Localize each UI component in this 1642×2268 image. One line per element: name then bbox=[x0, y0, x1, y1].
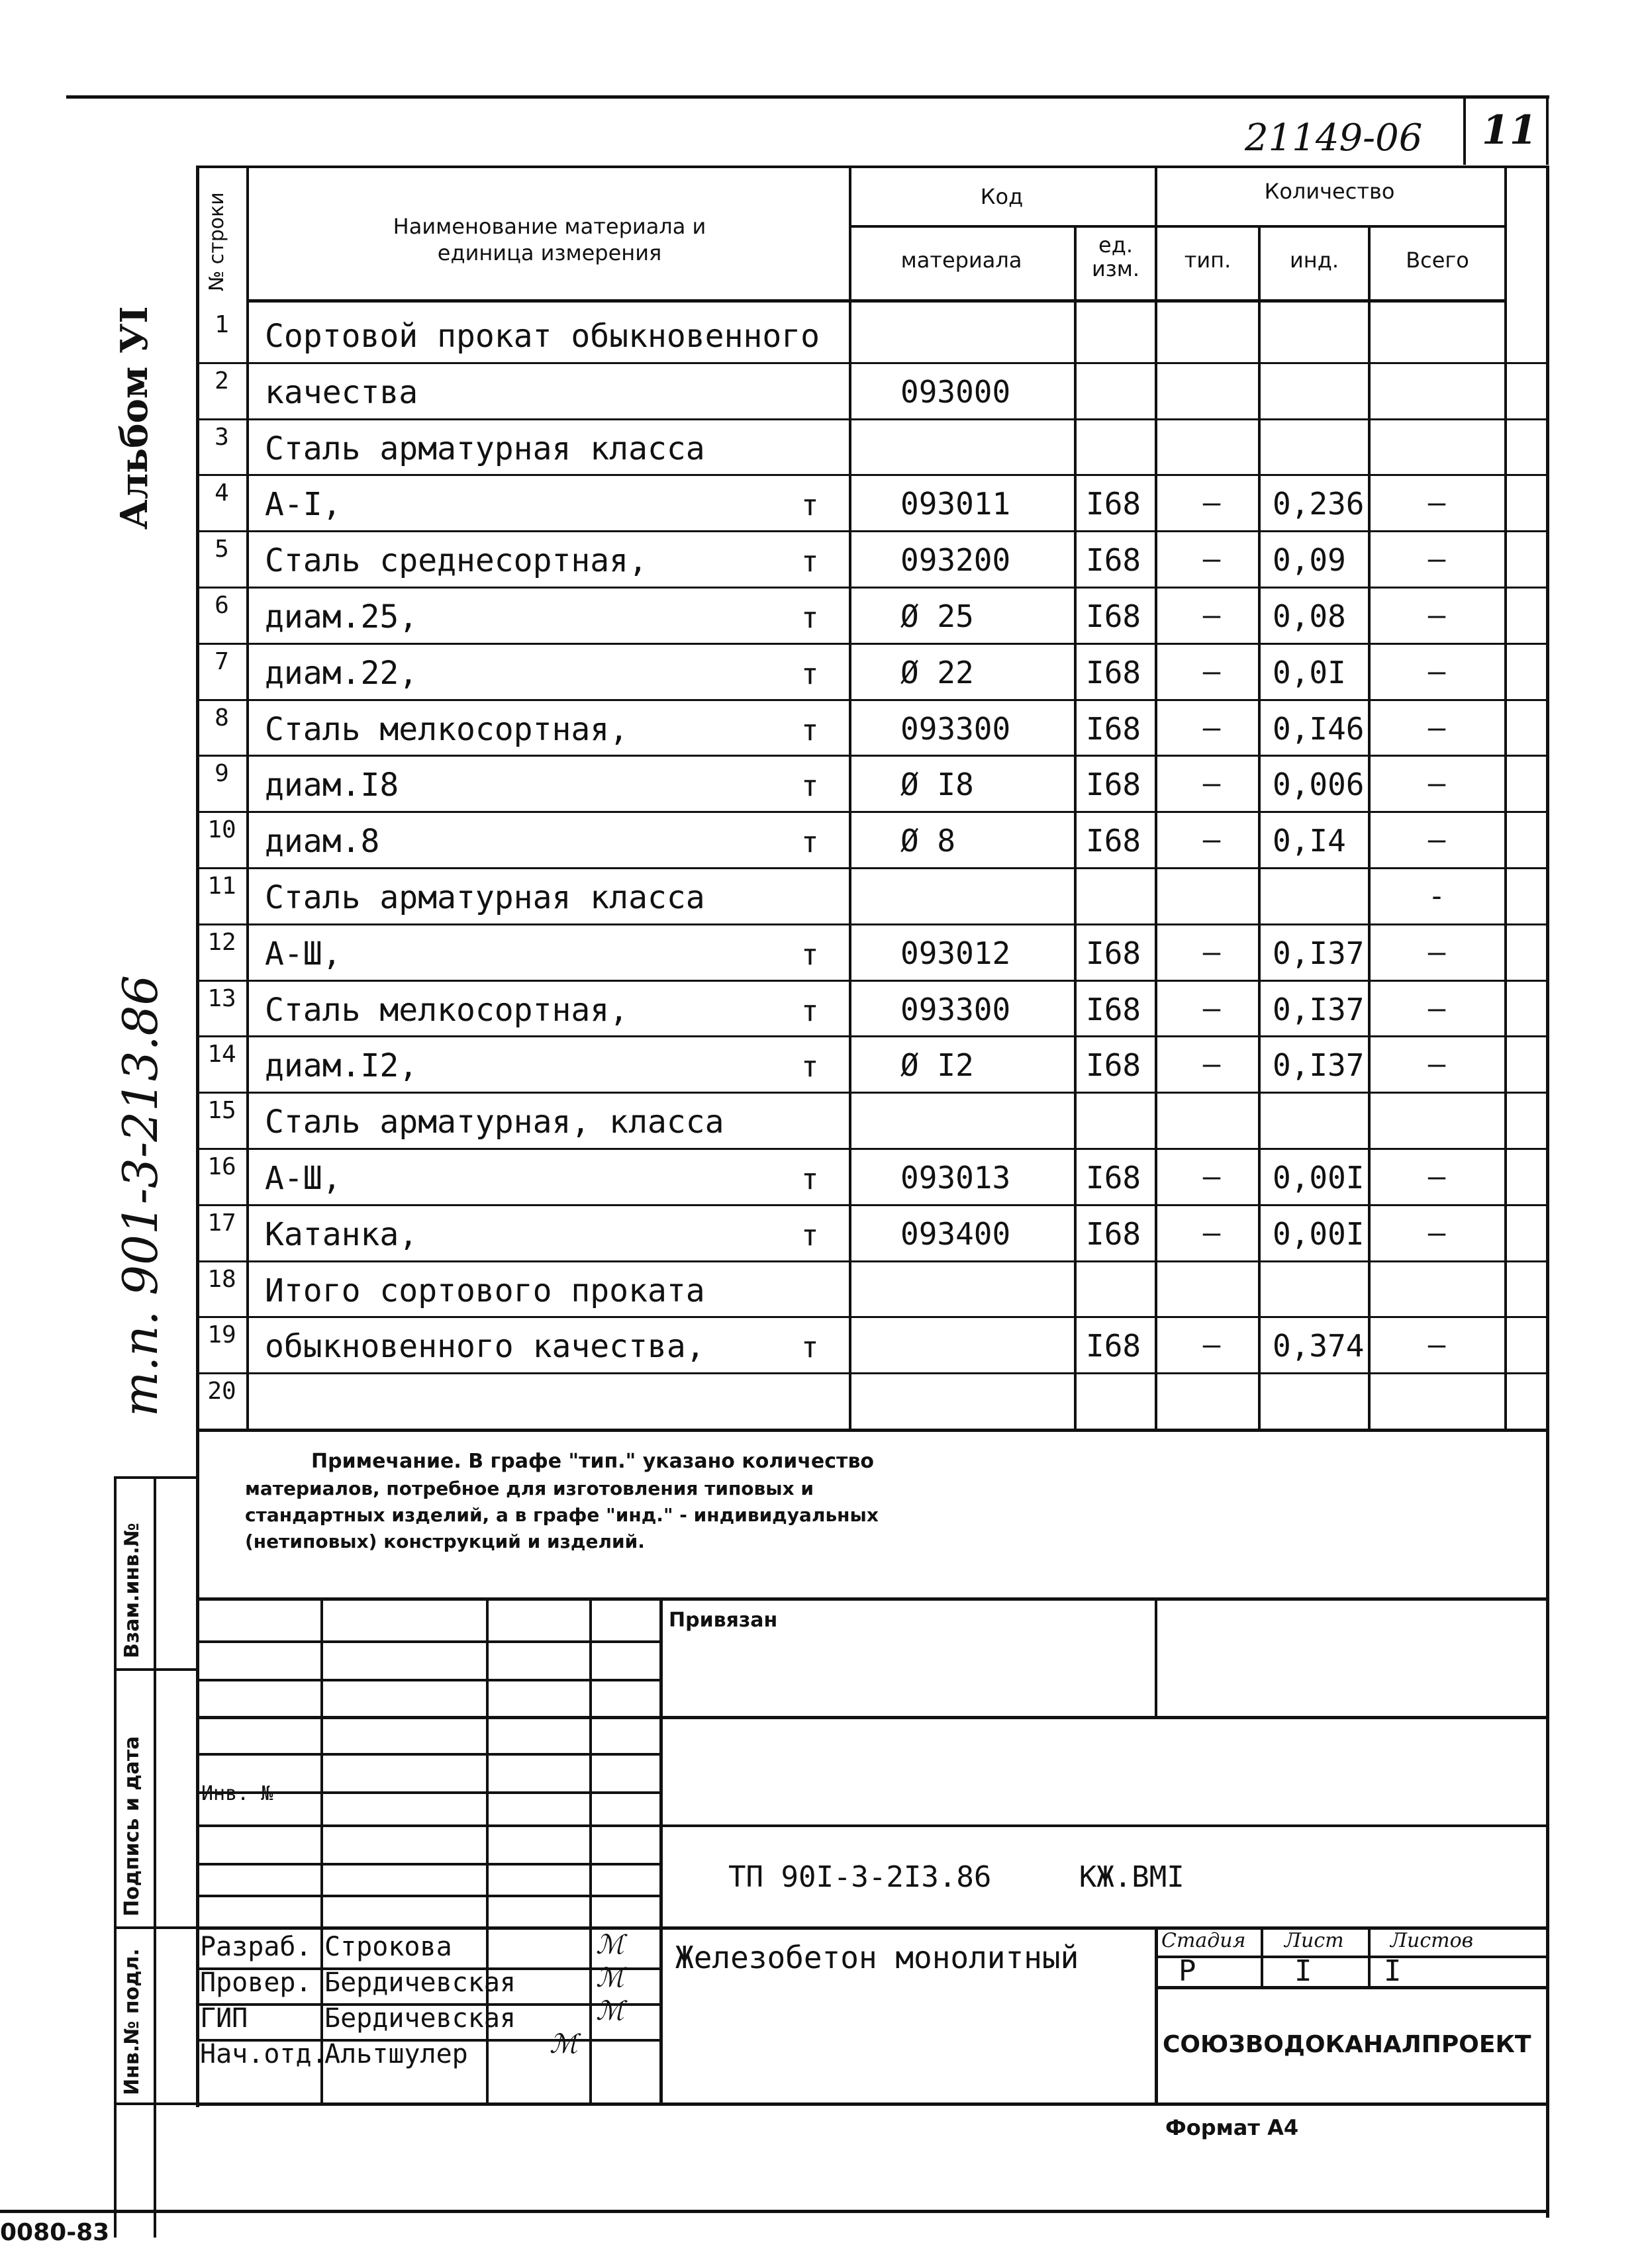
measure-code: I68 bbox=[1086, 767, 1141, 802]
measure-code: I68 bbox=[1086, 598, 1141, 634]
qty-total: – bbox=[1427, 542, 1446, 576]
header-row-no: № строки bbox=[205, 192, 228, 291]
doc-number: 21149-06 bbox=[1245, 117, 1423, 160]
side-project-number: т.п. 901-3-213.86 bbox=[113, 974, 168, 1417]
material-code: 093300 bbox=[900, 711, 1011, 747]
material-name: Итого сортового проката bbox=[265, 1272, 705, 1309]
material-code: Ø 22 bbox=[900, 655, 974, 690]
qty-tip: – bbox=[1202, 767, 1221, 800]
qty-ind: 0,0I bbox=[1273, 655, 1346, 690]
note-line: Примечание. В графе "тип." указано количество bbox=[311, 1450, 875, 1473]
privyazan-label: Привязан bbox=[669, 1609, 778, 1632]
material-code: 093400 bbox=[900, 1216, 1011, 1252]
qty-total: – bbox=[1427, 1328, 1446, 1362]
row-number: 8 bbox=[215, 704, 229, 732]
qty-ind: 0,I46 bbox=[1273, 711, 1365, 747]
unit-cell: т bbox=[801, 714, 819, 747]
material-name: А-I, bbox=[265, 486, 342, 523]
material-code: Ø 8 bbox=[900, 823, 956, 859]
unit-cell: т bbox=[801, 489, 819, 522]
role-label: Провер. bbox=[200, 1967, 312, 1998]
material-name: Сталь среднесортная, bbox=[265, 542, 648, 579]
qty-tip: – bbox=[1202, 1160, 1221, 1194]
qty-tip: – bbox=[1202, 486, 1221, 520]
footer-code: 0080-83 bbox=[0, 2219, 110, 2246]
material-code: 093300 bbox=[900, 992, 1011, 1027]
role-label: Разраб. bbox=[200, 1932, 312, 1962]
header-quantity: Количество bbox=[1264, 179, 1395, 204]
sheet-label: Лист bbox=[1284, 1929, 1344, 1952]
measure-code: I68 bbox=[1086, 823, 1141, 859]
qty-total: – bbox=[1427, 992, 1446, 1025]
qty-total: – bbox=[1427, 655, 1446, 688]
material-name: Катанка, bbox=[265, 1216, 418, 1253]
unit-cell: т bbox=[801, 826, 819, 859]
material-name: обыкновенного качества, bbox=[265, 1328, 705, 1365]
row-number: 18 bbox=[207, 1266, 236, 1293]
qty-total: – bbox=[1427, 711, 1446, 745]
measure-code: I68 bbox=[1086, 486, 1141, 522]
qty-total: - bbox=[1427, 879, 1446, 913]
row-number: 10 bbox=[207, 816, 236, 843]
qty-tip: – bbox=[1202, 935, 1221, 969]
qty-ind: 0,I4 bbox=[1273, 823, 1346, 859]
row-number: 11 bbox=[207, 873, 236, 900]
material-code: 093200 bbox=[900, 542, 1011, 578]
measure-code: I68 bbox=[1086, 542, 1141, 578]
qty-ind: 0,09 bbox=[1273, 542, 1346, 578]
title-text: Железобетон монолитный bbox=[675, 1940, 1079, 1975]
qty-ind: 0,006 bbox=[1273, 767, 1365, 802]
qty-ind: 0,236 bbox=[1273, 486, 1365, 522]
role-label: Нач.отд. bbox=[200, 2039, 328, 2069]
row-number: 3 bbox=[215, 424, 229, 451]
qty-ind: 0,00I bbox=[1273, 1160, 1365, 1196]
org-name: СОЮЗВОДОКАНАЛПРОЕКТ bbox=[1163, 2031, 1531, 2058]
qty-ind: 0,374 bbox=[1273, 1328, 1365, 1364]
material-name: Сталь арматурная, класса bbox=[265, 1104, 724, 1141]
header-code: Код bbox=[980, 184, 1024, 209]
header-q-ind: инд. bbox=[1289, 248, 1339, 273]
row-number: 13 bbox=[207, 985, 236, 1012]
measure-code: I68 bbox=[1086, 935, 1141, 971]
qty-tip: – bbox=[1202, 1328, 1221, 1362]
row-number: 15 bbox=[207, 1097, 236, 1124]
album-label: Альбом УI bbox=[113, 306, 156, 530]
qty-tip: – bbox=[1202, 542, 1221, 576]
material-name: А-Ш, bbox=[265, 935, 342, 972]
qty-tip: – bbox=[1202, 655, 1221, 688]
measure-code: I68 bbox=[1086, 711, 1141, 747]
unit-cell: т bbox=[801, 1331, 819, 1364]
material-name: качества bbox=[265, 374, 418, 411]
header-code-material: материала bbox=[900, 248, 1022, 273]
bottom-rule bbox=[0, 2210, 1549, 2213]
sheet-value: I bbox=[1294, 1954, 1312, 1988]
material-code: 093012 bbox=[900, 935, 1011, 971]
qty-tip: – bbox=[1202, 1047, 1221, 1081]
qty-ind: 0,00I bbox=[1273, 1216, 1365, 1252]
measure-code: I68 bbox=[1086, 1160, 1141, 1196]
qty-total: – bbox=[1427, 767, 1446, 800]
unit-cell: т bbox=[801, 994, 819, 1028]
material-name: Сталь мелкосортная, bbox=[265, 711, 629, 748]
qty-tip: – bbox=[1202, 823, 1221, 857]
doc-code: ТП 90I-3-2I3.86 КЖ.ВМI bbox=[728, 1860, 1184, 1894]
material-name: диам.25, bbox=[265, 598, 418, 636]
row-number: 4 bbox=[215, 479, 229, 506]
header-q-tip: тип. bbox=[1184, 248, 1232, 273]
material-name: диам.I8 bbox=[265, 767, 399, 804]
qty-total: – bbox=[1427, 598, 1446, 632]
stage-value: Р bbox=[1179, 1954, 1196, 1988]
unit-cell: т bbox=[801, 1050, 819, 1084]
material-name: диам.8 bbox=[265, 823, 380, 860]
qty-ind: 0,I37 bbox=[1273, 935, 1365, 971]
side-label-vzam: Взам.инв.№ bbox=[121, 1523, 144, 1658]
unit-cell: т bbox=[801, 545, 819, 579]
qty-ind: 0,I37 bbox=[1273, 992, 1365, 1027]
measure-code: I68 bbox=[1086, 655, 1141, 690]
qty-total: – bbox=[1427, 486, 1446, 520]
row-number: 17 bbox=[207, 1209, 236, 1237]
material-name: диам.22, bbox=[265, 655, 418, 692]
qty-tip: – bbox=[1202, 711, 1221, 745]
measure-code: I68 bbox=[1086, 1328, 1141, 1364]
header-code-unit: ед. изм. bbox=[1091, 232, 1140, 281]
unit-cell: т bbox=[801, 1162, 819, 1196]
header-q-total: Всего bbox=[1406, 248, 1469, 273]
material-code: 093000 bbox=[900, 374, 1011, 410]
unit-cell: т bbox=[801, 1219, 819, 1252]
material-name: А-Ш, bbox=[265, 1160, 342, 1197]
header-name: Наименование материала и единица измерения bbox=[393, 214, 706, 265]
inv-no-label: Инв. № bbox=[201, 1782, 273, 1805]
sheets-label: Листов bbox=[1390, 1929, 1474, 1952]
material-name: Сортовой прокат обыкновенного bbox=[265, 318, 820, 355]
row-number: 1 bbox=[215, 311, 229, 338]
unit-cell: т bbox=[801, 601, 819, 635]
signature-mark: ℳ bbox=[550, 2029, 578, 2059]
top-rule bbox=[66, 95, 1549, 99]
note-line: материалов, потребное для изготовления типовых и bbox=[245, 1478, 814, 1499]
row-number: 12 bbox=[207, 929, 236, 956]
row-number: 5 bbox=[215, 536, 229, 563]
row-number: 16 bbox=[207, 1153, 236, 1180]
role-name: Бердичевская bbox=[324, 1967, 516, 1998]
signature-mark: ℳ bbox=[596, 1996, 624, 2026]
signature-mark: ℳ bbox=[596, 1963, 624, 1993]
material-name: диам.I2, bbox=[265, 1047, 418, 1084]
material-code: Ø I8 bbox=[900, 767, 974, 802]
role-name: Строкова bbox=[324, 1932, 452, 1962]
material-name: Сталь мелкосортная, bbox=[265, 992, 629, 1029]
note-line: (нетиповых) конструкций и изделий. bbox=[245, 1531, 645, 1552]
qty-total: – bbox=[1427, 1047, 1446, 1081]
sheets-value: I bbox=[1384, 1954, 1402, 1988]
qty-total: – bbox=[1427, 1216, 1446, 1250]
measure-code: I68 bbox=[1086, 992, 1141, 1027]
material-code: 093013 bbox=[900, 1160, 1011, 1196]
material-code: Ø I2 bbox=[900, 1047, 974, 1083]
role-name: Бердичевская bbox=[324, 2003, 516, 2034]
row-number: 19 bbox=[207, 1321, 236, 1348]
qty-ind: 0,I37 bbox=[1273, 1047, 1365, 1083]
sheet-corner-number: 11 bbox=[1482, 107, 1537, 154]
unit-cell: т bbox=[801, 938, 819, 972]
role-label: ГИП bbox=[200, 2003, 248, 2034]
material-code: Ø 25 bbox=[900, 598, 974, 634]
row-number: 2 bbox=[215, 367, 229, 395]
row-number: 14 bbox=[207, 1041, 236, 1068]
format-label: Формат А4 bbox=[1165, 2115, 1299, 2140]
qty-total: – bbox=[1427, 823, 1446, 857]
qty-tip: – bbox=[1202, 992, 1221, 1025]
side-label-inv-podl: Инв.№ подл. bbox=[121, 1948, 144, 2095]
row-number: 7 bbox=[215, 648, 229, 675]
material-name: Сталь арматурная класса bbox=[265, 430, 705, 467]
side-label-podpis: Подпись и дата bbox=[121, 1736, 144, 1916]
row-number: 6 bbox=[215, 592, 229, 619]
row-number: 9 bbox=[215, 760, 229, 787]
signature-mark: ℳ bbox=[596, 1930, 624, 1960]
unit-cell: т bbox=[801, 657, 819, 691]
measure-code: I68 bbox=[1086, 1047, 1141, 1083]
unit-cell: т bbox=[801, 769, 819, 803]
stage-label: Стадия bbox=[1161, 1929, 1246, 1952]
material-name: Сталь арматурная класса bbox=[265, 879, 705, 916]
row-number: 20 bbox=[207, 1378, 236, 1405]
qty-tip: – bbox=[1202, 1216, 1221, 1250]
qty-tip: – bbox=[1202, 598, 1221, 632]
measure-code: I68 bbox=[1086, 1216, 1141, 1252]
note-line: стандартных изделий, а в графе "инд." - индивидуальных bbox=[245, 1504, 879, 1526]
qty-total: – bbox=[1427, 1160, 1446, 1194]
role-name: Альтшулер bbox=[324, 2039, 468, 2069]
qty-total: – bbox=[1427, 935, 1446, 969]
material-code: 093011 bbox=[900, 486, 1011, 522]
qty-ind: 0,08 bbox=[1273, 598, 1346, 634]
